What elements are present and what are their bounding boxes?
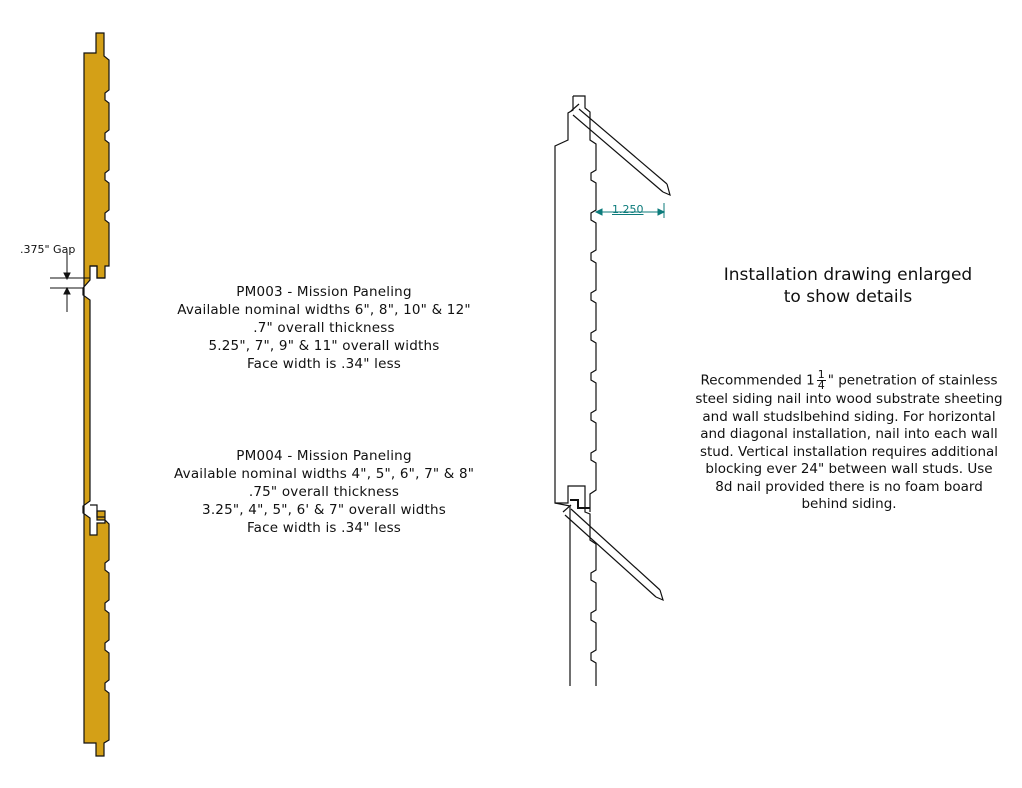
- spec-pm003-line: Face width is .34" less: [246, 356, 402, 372]
- spec-pm003-title: PM003 - Mission Paneling: [236, 284, 412, 300]
- installation-notes: [694, 370, 1004, 514]
- fraction-numerator: 1: [817, 368, 825, 381]
- installation-title: [700, 264, 996, 308]
- spec-pm004-title: PM004 - Mission Paneling: [236, 448, 412, 464]
- spec-pm004: [174, 447, 474, 537]
- note-prefix: Recommended 1: [700, 372, 815, 389]
- fraction: [817, 370, 826, 391]
- panel-profile-left: [83, 33, 109, 756]
- penetration-dimension-label: 1.250: [612, 203, 644, 216]
- installation-note-line: behind siding.: [801, 496, 897, 512]
- gap-label: .375" Gap: [20, 243, 76, 256]
- spec-pm003-line: Available nominal widths 6", 8", 10" & 12": [177, 302, 471, 318]
- note-after-fraction: " penetration of stainless: [827, 372, 998, 389]
- tongue-detail: [570, 500, 590, 508]
- spec-pm003-line: 5.25", 7", 9" & 11" overall widths: [208, 338, 440, 354]
- panel-profile-right-upper: [573, 96, 596, 512]
- panel-profile-right-lower: [555, 503, 570, 686]
- installation-title-line: to show details: [783, 287, 913, 307]
- siding-nail-lower: [563, 505, 663, 600]
- spec-pm004-line: 3.25", 4", 5", 6' & 7" overall widths: [202, 502, 446, 518]
- spec-pm003-line: .7" overall thickness: [253, 320, 395, 336]
- fraction-denominator: 4: [817, 379, 825, 392]
- installation-note-line: and wall studslbehind siding. For horizontal: [702, 408, 996, 425]
- installation-note-line: steel siding nail into wood substrate sheeting: [695, 391, 1003, 407]
- installation-note-line: and diagonal installation, nail into each wall: [700, 426, 998, 442]
- panel-profile-right: [555, 96, 596, 686]
- spec-pm004-line: .75" overall thickness: [248, 484, 400, 500]
- installation-note-line: 8d nail provided there is no foam board: [715, 478, 983, 495]
- spec-pm004-line: Available nominal widths 4", 5", 6", 7" & 8": [174, 466, 475, 482]
- installation-note-line: blocking ever 24" between wall studs. Use: [705, 461, 993, 477]
- installation-title-line: Installation drawing enlarged: [723, 265, 973, 285]
- spec-pm003: [174, 283, 474, 373]
- siding-nail-upper: [571, 104, 670, 195]
- installation-note-first-line: [694, 370, 1004, 391]
- spec-pm004-line: Face width is .34" less: [246, 520, 402, 536]
- installation-note-line: stud. Vertical installation requires additional: [699, 443, 999, 460]
